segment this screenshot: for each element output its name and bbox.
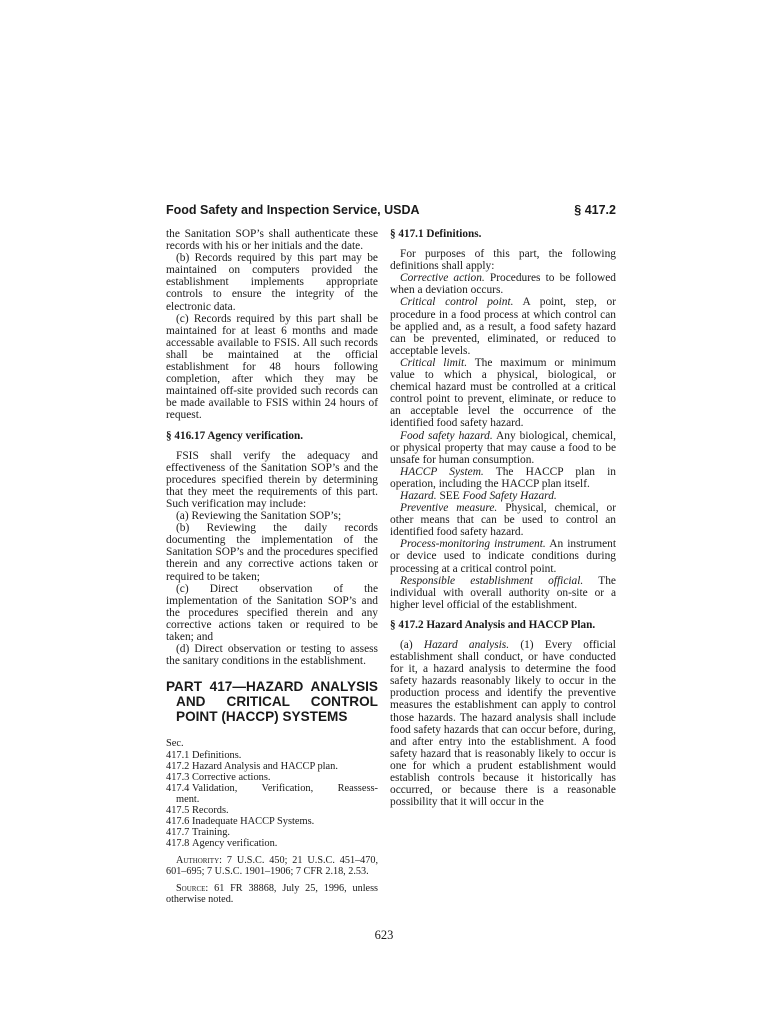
header-section: § 417.2 [574, 203, 616, 217]
definition: Corrective action. Procedures to be followed when a deviation occurs. [390, 272, 616, 297]
toc-row: 417.2 Hazard Analysis and HACCP plan. [166, 761, 338, 773]
paragraph: (a) Hazard analysis. (1) Every official establishment shall conduct, or have conducted for it, a hazard analysis to determine the food safety hazards reasonably likely to occur in the production process and identify the preventive measures the establishment can apply to control those hazards. The hazard analysis shall include food safety hazards that can occur before, during, and after entry into the establishment. A food safety hazard that is reasonably likely to occur is one for which a prudent establishment would establish controls because it historically has occurred, or because there is a reasonable possibility that it will occur in the [390, 639, 616, 809]
toc-sec-label: Sec. [166, 738, 184, 750]
page-number: 623 [374, 928, 394, 942]
toc-row: 417.8 Agency verification. [166, 838, 278, 850]
definition: Preventive measure. Physical, chemical, or other means that can be used to control an identified food safety hazard. [390, 502, 616, 539]
authority-note: Authority: 7 U.S.C. 450; 21 U.S.C. 451–470, 601–695; 7 U.S.C. 1901–1906; 7 CFR 2.18, 2.53. [166, 855, 379, 878]
paragraph: (c) Records required by this part shall be maintained for at least 6 months and made accessable available to FSIS. All such records shall be maintained at the official establishment for 48 hours following completion, after which they may be maintained off-site provided such records can be made available to FSIS within 24 hours of request. [166, 312, 378, 422]
paragraph: (b) Records required by this part may be maintained on computers provided the establishment implements appropriate controls to ensure the integrity of the electronic data. [166, 252, 378, 313]
toc-row: 417.5 Records. [166, 805, 229, 817]
section-heading-417-2: § 417.2 Hazard Analysis and HACCP Plan. [390, 618, 596, 631]
paragraph: For purposes of this part, the following definitions shall apply: [390, 248, 616, 273]
definition: Critical control point. A point, step, or procedure in a food process at which control can be applied and, as a result, a food safety hazard can be prevented, eliminated, or reduced to acceptable levels. [390, 296, 616, 357]
paragraph: (b) Reviewing the daily records documenting the implementation of the Sanitation SOP’s and the procedures specified therein and any corrective actions taken or required to be taken; [166, 522, 378, 583]
paragraph: the Sanitation SOP’s shall authenticate these records with his or her initials and the date. [166, 228, 378, 253]
running-header [166, 203, 616, 221]
paragraph: (a) Reviewing the Sanitation SOP’s; [176, 510, 342, 523]
toc-row: 417.6 Inadequate HACCP Systems. [166, 816, 315, 828]
definition: Hazard. SEE Food Safety Hazard. [400, 489, 557, 502]
definition: Critical limit. The maximum or minimum value to which a physical, biological, or chemical hazard must be controlled at a critical control point to prevent, eliminate, or reduce to an acceptable level the occurrence of the identified food safety hazard. [390, 356, 616, 430]
paragraph: (c) Direct observation of the implementation of the Sanitation SOP’s and the procedures specified therein and any corrective actions taken or required to be taken; and [166, 582, 378, 643]
part-title: PART 417—HAZARD ANALYSIS AND CRITICAL CONTROL POINT (HACCP) SYSTEMS [166, 679, 378, 725]
toc-row-continuation: ment. [176, 794, 200, 806]
toc-row: 417.4 Validation, Verification, Reassess- [166, 783, 378, 795]
definition: HACCP System. The HACCP plan in operation, including the HACCP plan itself. [390, 465, 616, 490]
header-agency: Food Safety and Inspection Service, USDA [166, 203, 420, 217]
definition: Responsible establishment official. The individual with overall authority on-site or a higher level official of the establishment. [390, 574, 616, 611]
toc-row: 417.7 Training. [166, 827, 231, 839]
toc-row: 417.3 Corrective actions. [166, 772, 271, 784]
definition: Food safety hazard. Any biological, chemical, or physical property that may cause a food to be unsafe for human consumption. [390, 429, 616, 466]
toc-row: 417.1 Definitions. [166, 750, 242, 762]
table-of-contents [166, 738, 378, 849]
paragraph: FSIS shall verify the adequacy and effectiveness of the Sanitation SOP’s and the procedures specified therein by determining that they meet the requirements of this part. Such verification may include: [166, 449, 378, 510]
paragraph: (d) Direct observation or testing to assess the sanitary conditions in the establishment. [166, 643, 378, 668]
source-note: Source: 61 FR 38868, July 25, 1996, unless otherwise noted. [166, 883, 378, 906]
section-heading-416-17: § 416.17 Agency verification. [166, 429, 304, 442]
right-column [390, 228, 616, 808]
section-heading-417-1: § 417.1 Definitions. [390, 228, 482, 240]
left-column [166, 228, 378, 905]
definition: Process-monitoring instrument. An instrument or device used to indicate conditions during processing at a critical control point. [390, 538, 616, 575]
